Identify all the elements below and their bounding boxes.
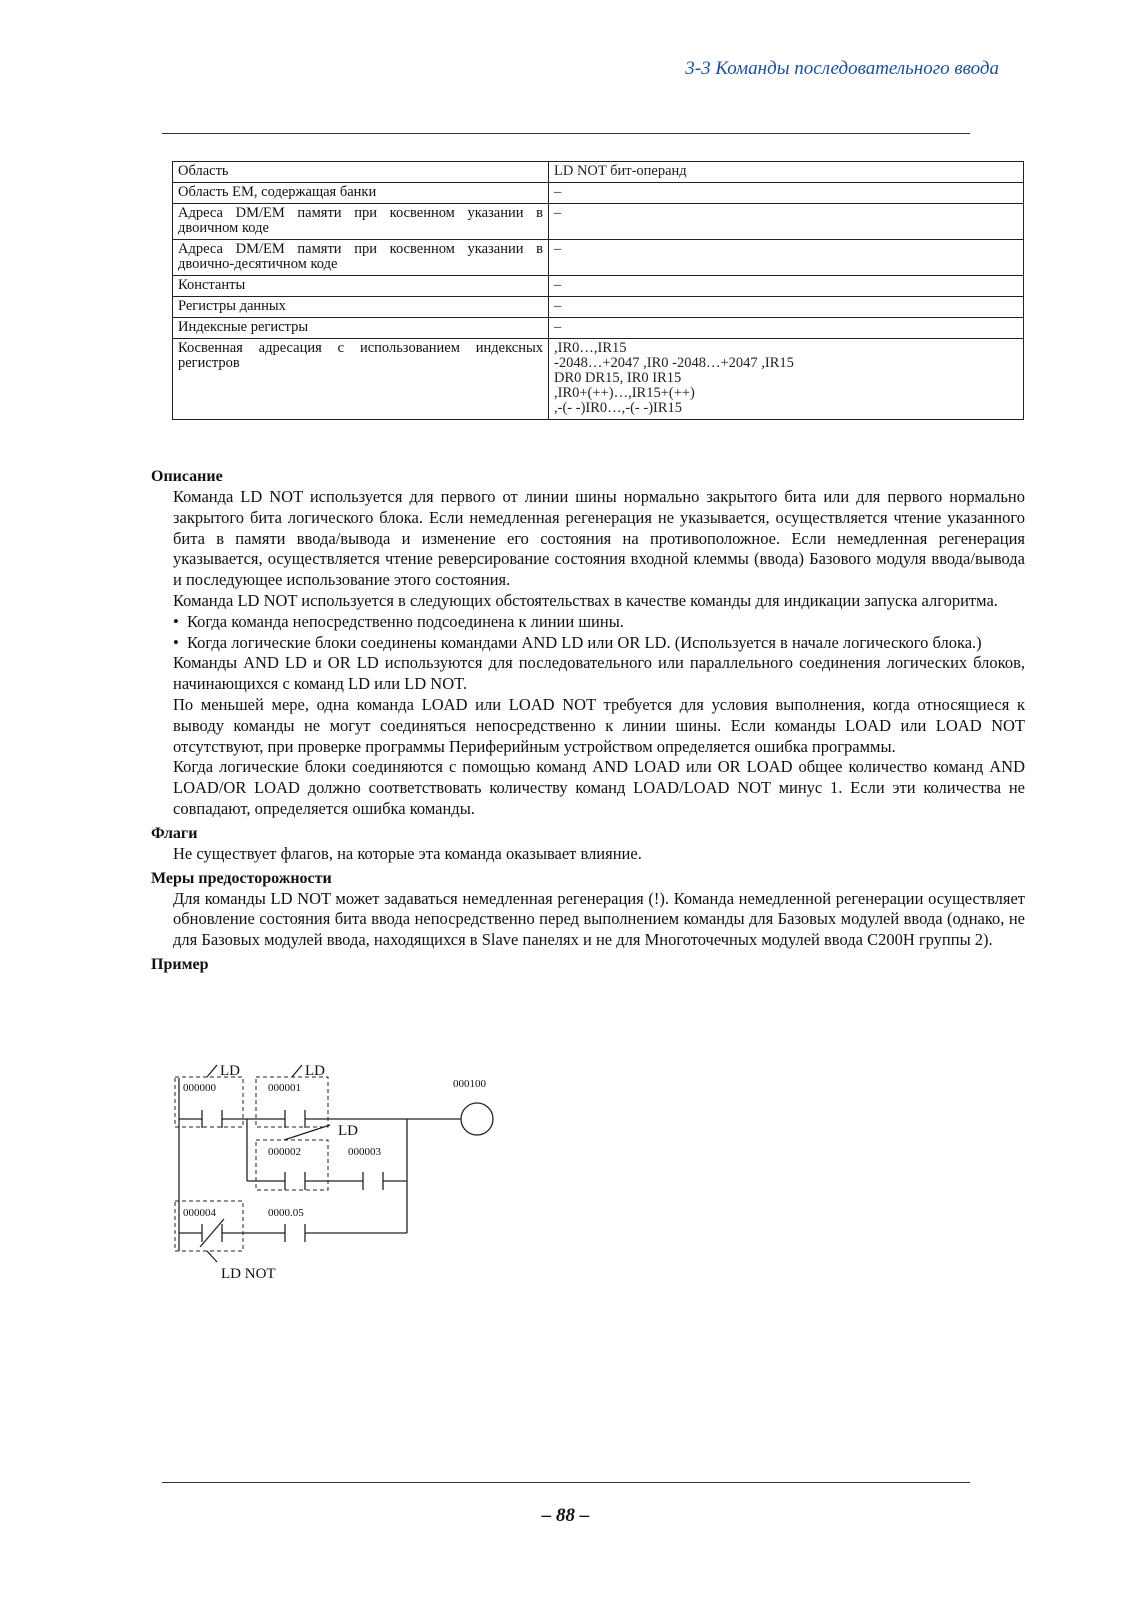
- table-row: [173, 183, 1024, 204]
- ld-label: LD: [305, 1063, 325, 1079]
- description-paragraph: Команды AND LD и OR LD используются для последовательного или параллельного соединения логических блоков, начинающихся с команд LD или LD NOT.: [173, 653, 1025, 694]
- contact-address: 0000.05: [268, 1207, 304, 1219]
- description-body: [151, 487, 1025, 820]
- page-number: – 88 –: [541, 1505, 590, 1526]
- value-cell: –: [549, 276, 1024, 297]
- table-row: [173, 162, 1024, 183]
- table-row: [173, 204, 1024, 240]
- value-cell: –: [549, 183, 1024, 204]
- table-row: [173, 297, 1024, 318]
- leader-line: [207, 1065, 217, 1077]
- contact-address: 000000: [183, 1082, 216, 1094]
- operand-table: [172, 161, 1024, 420]
- flags-heading: Флаги: [151, 824, 198, 842]
- contact-address: 000002: [268, 1146, 301, 1158]
- description-paragraph: Когда логические блоки соединяются с помощью команд AND LOAD или OR LOAD общее количество команд AND LOAD/OR LOAD должно соответствовать количеству команд LOAD/LOAD NOT минус 1. Если эти количества не совпадают, определяется ошибка команды.: [173, 757, 1025, 818]
- contact-address: 000003: [348, 1146, 381, 1158]
- area-cell: Область: [173, 162, 549, 183]
- value-cell: –: [549, 318, 1024, 339]
- list-item: • Когда логические блоки соединены командами AND LD или OR LD. (Используется в начале логического блока.): [173, 633, 1025, 654]
- table-row: [173, 339, 1024, 420]
- footer-rule: [162, 1482, 970, 1483]
- output-coil: [461, 1103, 493, 1135]
- ld-not-label: LD NOT: [221, 1266, 276, 1282]
- table-row: [173, 276, 1024, 297]
- description-heading: Описание: [151, 468, 223, 485]
- contact-address: 000004: [183, 1207, 216, 1219]
- value-cell: ,IR0…,IR15 -2048…+2047 ,IR0 -2048…+2047 ,IR15 DR0 DR15, IR0 IR15 ,IR0+(++)…,IR15+(++) ,-(- -)IR0…,-(- -)IR15: [549, 339, 1024, 420]
- contact-no: [285, 1224, 305, 1242]
- leader-line: [207, 1251, 217, 1262]
- flags-text: Не существует флагов, на которые эта команда оказывает влияние.: [173, 843, 642, 863]
- contact-nc: [200, 1219, 224, 1247]
- precautions-text: Для команды LD NOT может задаваться немедленная регенерация (!). Команда немедленной регенерации осуществляет обновление состояния бита ввода непосредственно перед выполнением команды для Базовых модулей ввода (однако, не для Базовых модулей ввода, находящихся в Slave панелях и не для Многоточечных модулей ввода C200H группы 2).: [173, 888, 1025, 950]
- area-cell: Область EM, содержащая банки: [173, 183, 549, 204]
- output-address: 000100: [453, 1078, 486, 1090]
- content: [151, 467, 1025, 975]
- example-heading: Пример: [151, 955, 209, 973]
- value-cell: –: [549, 240, 1024, 276]
- value-cell: –: [549, 297, 1024, 318]
- description-list: [173, 612, 1025, 654]
- section-title: 3-3 Команды последовательного ввода: [685, 58, 999, 79]
- leader-line: [292, 1065, 302, 1077]
- ld-label: LD: [338, 1123, 358, 1139]
- precautions-body: [151, 889, 1025, 951]
- contact-no: [285, 1172, 305, 1190]
- ld-label: LD: [220, 1063, 240, 1079]
- precautions-heading: Меры предосторожности: [151, 869, 332, 887]
- description-paragraph: Команда LD NOT используется в следующих обстоятельствах в качестве команды для индикации запуска алгоритма.: [173, 590, 998, 610]
- area-cell: Константы: [173, 276, 549, 297]
- contact-no: [202, 1110, 222, 1128]
- value-cell: –: [549, 204, 1024, 240]
- contact-address: 000001: [268, 1082, 301, 1094]
- area-cell: Адреса DM/EM памяти при косвенном указании в двоичном коде: [173, 204, 549, 240]
- description-paragraph: Команда LD NOT используется для первого от линии шины нормально закрытого бита или для первого нормально закрытого бита логического блока. Если немедленная регенерация не указывается, осуществляется чтение указанного бита в памяти ввода/вывода и изменение его состояния на противоположное. Если немедленная регенерация указывается, осуществляется чтение реверсирование состояния входной клеммы (ввода) Базового модуля ввода/вывода и последующее использование этого состояния.: [173, 487, 1025, 590]
- table-row: [173, 318, 1024, 339]
- list-item: • Когда команда непосредственно подсоединена к линии шины.: [173, 612, 1025, 633]
- ladder-diagram: [172, 1063, 512, 1288]
- area-cell: Индексные регистры: [173, 318, 549, 339]
- description-paragraph: По меньшей мере, одна команда LOAD или LOAD NOT требуется для условия выполнения, когда относящиеся к выводу команды не могут соединяться непосредственно к линии шины. Если команды LOAD или LOAD NOT отсутствуют, при проверке программы Периферийным устройством определяется ошибка программы.: [173, 694, 1025, 756]
- area-cell: Косвенная адресация с использованием индексных регистров: [173, 339, 549, 420]
- contact-no: [363, 1172, 383, 1190]
- area-cell: Регистры данных: [173, 297, 549, 318]
- value-cell: LD NOT бит-операнд: [549, 162, 1024, 183]
- flags-body: [151, 844, 1025, 865]
- area-cell: Адреса DM/EM памяти при косвенном указании в двоично-десятичном коде: [173, 240, 549, 276]
- contact-no: [285, 1110, 305, 1128]
- header-rule: [162, 133, 970, 134]
- table-row: [173, 240, 1024, 276]
